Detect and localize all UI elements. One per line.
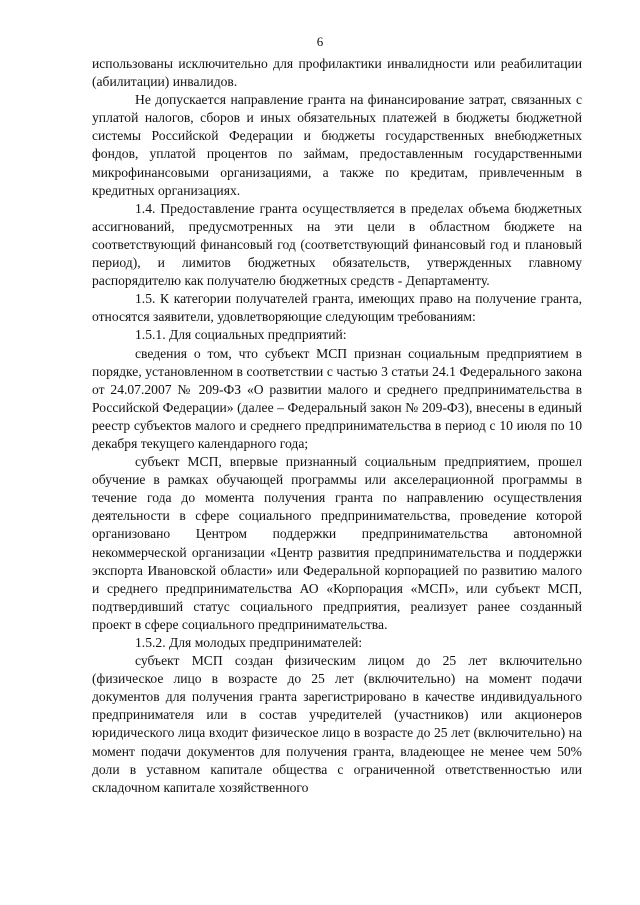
paragraph-1-4: 1.4. Предоставление гранта осуществляется в пределах объема бюджетных ассигнований, предусмотренных на эти цели в областном бюджете на соответствующий финансовый год (соответствующий финансовый год и плановый период), и лимитов бюджетных обязательств, утвержденных главному распорядителю как получателю бюджетных средств - Департаменту. xyxy=(92,200,582,289)
paragraph-social-enterprise-training: субъект МСП, впервые признанный социальным предприятием, прошел обучение в рамках обучающей программы или акселерационной программы в течение года до момента получения гранта по направлению осуществления деятельности в сфере социального предпринимательства, проведение которой организовано Центром поддержки предпринимательства автономной некоммерческой организации «Центр развития предпринимательства и поддержки экспорта Ивановской области» или Федеральной корпорацией по развитию малого и среднего предпринимательства АО «Корпорация «МСП», или субъект МСП, подтвердивший статус социального предприятия, реализует ранее созданный проект в сфере социального предпринимательства. xyxy=(92,454,582,632)
paragraph-1-5-1-heading: 1.5.1. Для социальных предприятий: xyxy=(135,327,347,343)
paragraph-1-5-2-heading: 1.5.2. Для молодых предпринимателей: xyxy=(135,635,363,650)
page-number: 6 xyxy=(316,34,324,49)
paragraph-grant-restrictions: Не допускается направление гранта на финансирование затрат, связанных с уплатой налогов, сборов и иных обязательных платежей в бюджеты бюджетной системы Российской Федерации и бюджеты государственных внебюджетных фондов, уплатой процентов по займам, предоставленным государственными микрофинансовыми организациями, а также по кредитам, привлеченным в кредитных организациях. xyxy=(92,92,582,198)
paragraph-1-5: 1.5. К категории получателей гранта, имеющих право на получение гранта, относятся заявители, удовлетворяющие следующим требованиям: xyxy=(92,291,582,325)
document-body xyxy=(92,55,582,797)
paragraph-social-enterprise-info: сведения о том, что субъект МСП признан социальным предприятием в порядке, установленном в соответствии с частью 3 статьи 24.1 Федерального закона от 24.07.2007 № 209-ФЗ «О развитии малого и среднего предпринимательства в Российской Федерации» (далее – Федеральный закон № 209-ФЗ), внесены в единый реестр субъектов малого и среднего предпринимательства в период с 10 июля по 10 декабря текущего календарного года; xyxy=(92,345,582,451)
paragraph-continuation: использованы исключительно для профилактики инвалидности или реабилитации (абилитации) инвалидов. xyxy=(92,56,582,90)
paragraph-young-entrepreneur: субъект МСП создан физическим лицом до 25 лет включительно (физическое лицо в возрасте до 25 лет (включительно) на момент подачи документов для получения гранта зарегистрировано в качестве индивидуального предпринимателя или в состав учредителей (участников) или акционеров юридического лица входит физическое лицо в возрасте до 25 лет (включительно) на момент подачи документов для получения гранта, владеющее не менее чем 50% доли в уставном капитале общества с ограниченной ответственностью или складочном капитале хозяйственного xyxy=(92,653,582,795)
